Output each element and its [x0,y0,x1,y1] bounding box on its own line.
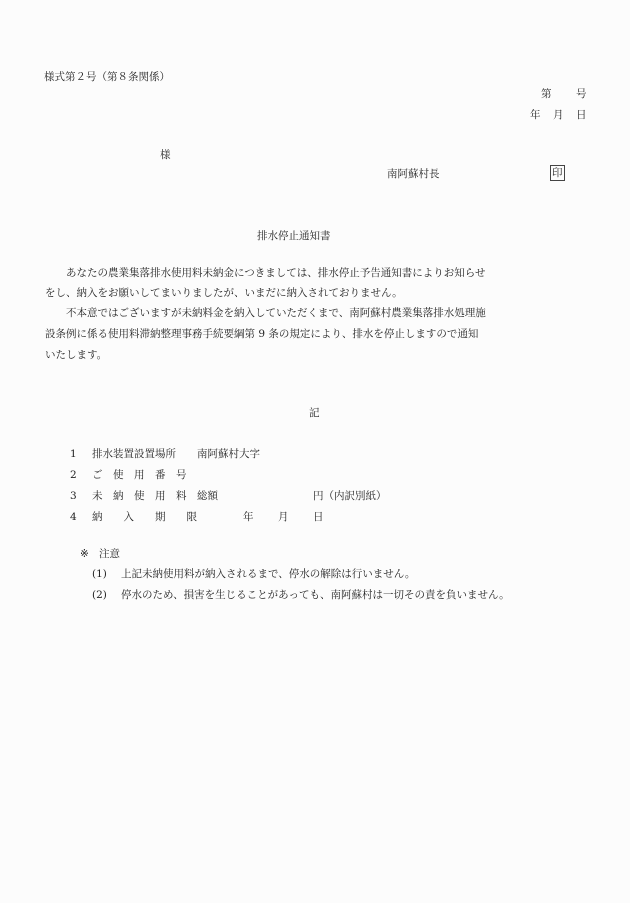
document-title: 排水停止通知書 [257,230,331,242]
item-year: 年 [243,511,254,523]
note-text: 上記未納使用料が納入されるまで、停水の解除は行いません。 [121,568,416,580]
note-number: (2) [92,589,107,601]
form-label: 様式第２号（第８条関係） [44,71,170,83]
item-number: 2 [70,469,77,481]
body-line: いたします。 [45,349,108,361]
seal-mark [550,165,565,181]
note-mark-icon: ※ [80,548,89,560]
ki-heading: 記 [309,407,320,419]
item-number: 4 [70,511,77,523]
notes-heading: 注意 [99,548,120,560]
document-number-suffix: 号 [576,88,587,100]
date-year-label: 年 [530,109,541,121]
item-unit: 円（内訳別紙） [313,490,387,502]
item-label: 未 納 使 用 料 [92,490,187,502]
item-label: ご 使 用 番 号 [92,469,187,481]
body-line: 不本意ではございますが未納料金を納入していただくまで、南阿蘇村農業集落排水処理施 [66,307,486,319]
body-line: をし、納入をお願いしてまいりましたが、いまだに納入されておりません。 [45,287,403,299]
item-label: 排水装置設置場所 [92,448,176,460]
sender-name: 南阿蘇村長 [387,168,440,180]
body-line: あなたの農業集落排水使用料未納金につきましては、排水停止予告通知書によりお知らせ [66,267,486,279]
addressee-honorific: 様 [160,149,171,161]
item-number: 3 [70,490,77,502]
date-day-label: 日 [576,109,587,121]
note-text: 停水のため、損害を生じることがあっても、南阿蘇村は一切その責を負いません。 [121,589,510,601]
item-day: 日 [313,511,324,523]
item-value: 総額 [197,490,218,502]
item-label: 納 入 期 限 [92,511,197,523]
item-value: 南阿蘇村大字 [197,448,260,460]
item-month: 月 [278,511,289,523]
document-number-prefix: 第 [541,88,552,100]
date-month-label: 月 [553,109,564,121]
seal-icon: 印 [552,167,563,179]
body-line: 設条例に係る使用料滞納整理事務手続要綱第 9 条の規定により、排水を停止しますので通知 [45,328,479,340]
item-number: 1 [70,448,77,460]
note-number: (1) [92,568,107,580]
